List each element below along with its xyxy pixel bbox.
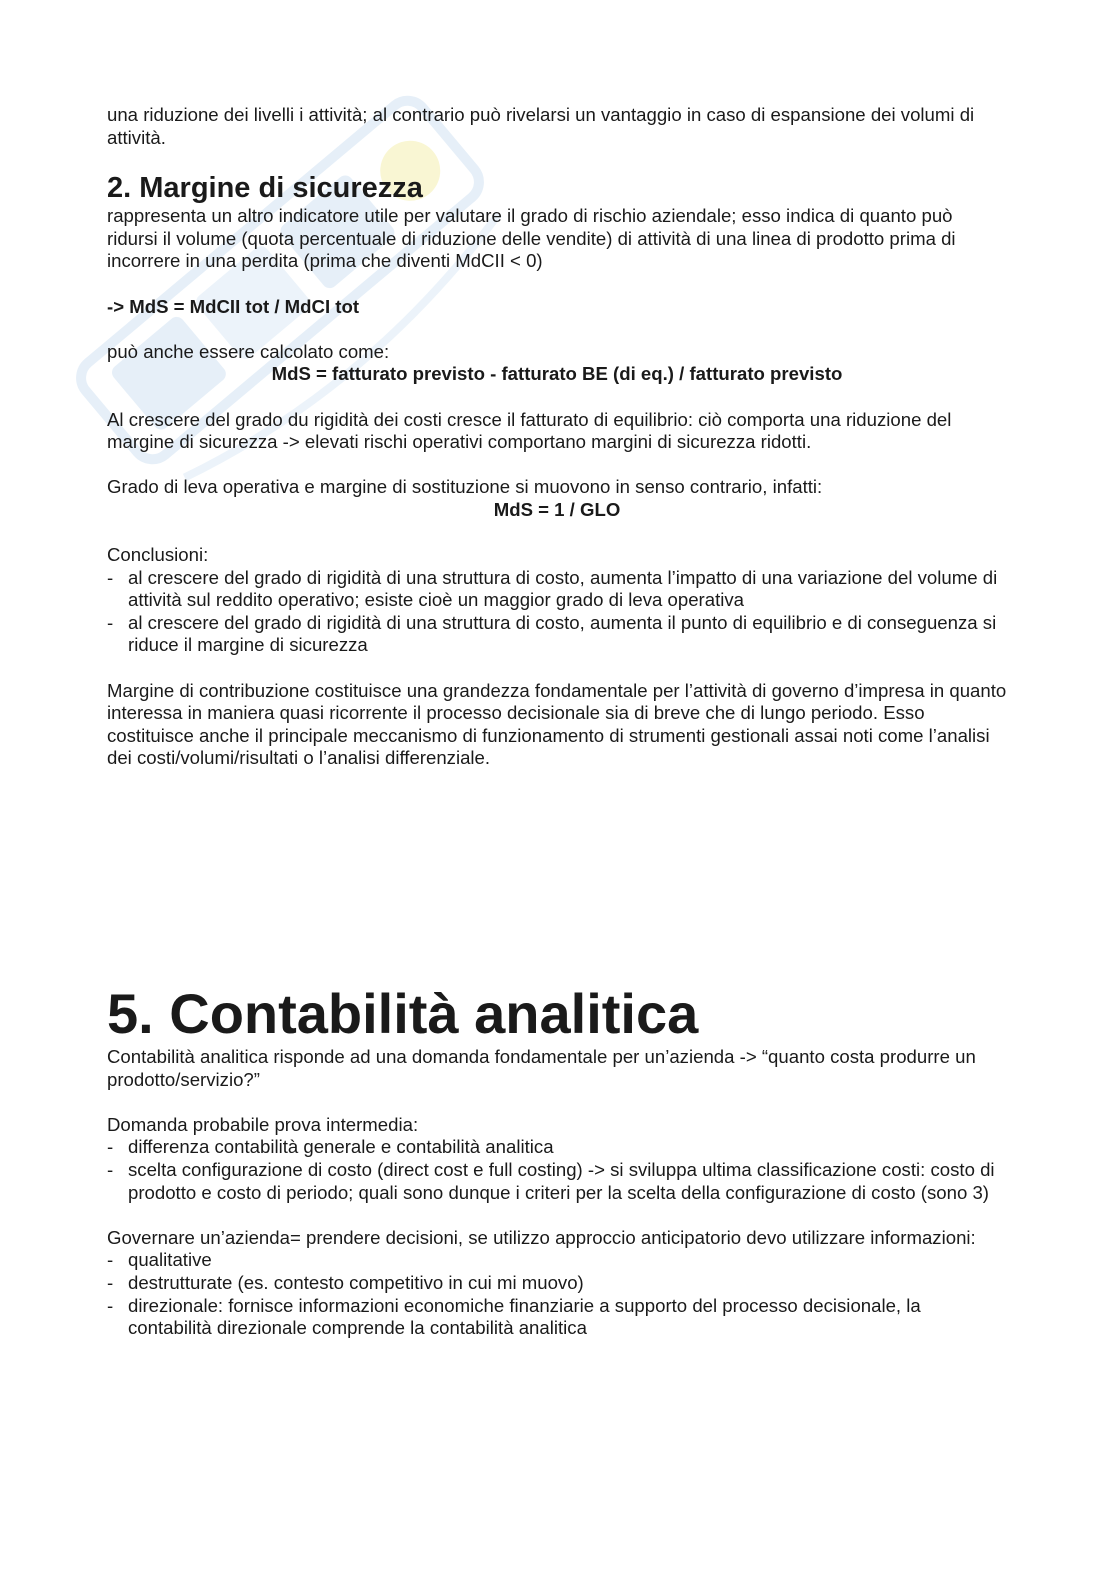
- alt-calc-intro: può anche essere calcolato come:: [107, 340, 390, 362]
- section-2-heading: 2. Margine di sicurezza: [107, 172, 423, 205]
- list-item: - differenza contabilità generale e contabilità analitica: [107, 1136, 1007, 1159]
- rigidity-paragraph: Al crescere del grado du rigidità dei costi cresce il fatturato di equilibrio: ciò comporta una riduzione del margine di sicurezza -> elevati rischi operativi comportano margini di sicurezza ridotti.: [107, 408, 952, 453]
- document-page: [107, 104, 1007, 1340]
- list-item: - qualitative: [107, 1249, 1007, 1272]
- exam-question-label: Domanda probabile prova intermedia:: [107, 1113, 419, 1135]
- list-item: - al crescere del grado di rigidità di una struttura di costo, aumenta il punto di equilibrio e di conseguenza si riduce il margine di sicurezza: [107, 612, 1007, 657]
- chapter-5-intro: Contabilità analitica risponde ad una domanda fondamentale per un’azienda -> “quanto costa produrre un prodotto/servizio?”: [107, 1046, 976, 1090]
- formula-mds-revenue: MdS = fatturato previsto - fatturato BE (di eq.) / fatturato previsto: [271, 363, 843, 385]
- list-item: - al crescere del grado di rigidità di una struttura di costo, aumenta l’impatto di una variazione del volume di attività sul reddito operativo; esiste cioè un maggior grado di leva operativa: [107, 567, 1007, 612]
- govern-paragraph: Governare un’azienda= prendere decisioni, se utilizzo approccio anticipatorio devo utilizzare informazioni:: [107, 1226, 976, 1248]
- intro-tail-paragraph: una riduzione dei livelli i attività; al contrario può rivelarsi un vantaggio in caso di espansione dei volumi di attività.: [107, 104, 975, 148]
- formula-mds-ratio: -> MdS = MdCII tot / MdCI tot: [107, 295, 360, 317]
- closing-paragraph: Margine di contribuzione costituisce una grandezza fondamentale per l’attività di governo d’impresa in quanto interessa in maniera quasi ricorrente il processo decisionale sia di breve che di lungo periodo. Esso costituisce anche il principale meccanismo di funzionamento di strumenti gestionali assai noti come l’analisi dei costi/volumi/risultati o l’analisi differenziale.: [107, 679, 1007, 769]
- info-types-list: [107, 1249, 1007, 1339]
- conclusions-label: Conclusioni:: [107, 544, 209, 566]
- list-item: - scelta configurazione di costo (direct cost e full costing) -> si sviluppa ultima classificazione costi: costo di prodotto e costo di periodo; quali sono dunque i criteri per la scelta della configurazione di costo (sono 3): [107, 1159, 1007, 1204]
- exam-question-list: [107, 1136, 1007, 1204]
- formula-mds-glo: MdS = 1 / GLO: [493, 498, 621, 520]
- leverage-paragraph: Grado di leva operativa e margine di sostituzione si muovono in senso contrario, infatti:: [107, 476, 823, 498]
- conclusions-list: [107, 567, 1007, 657]
- section-2-definition: rappresenta un altro indicatore utile per valutare il grado di rischio aziendale; esso indica di quanto può ridursi il volume (quota percentuale di riduzione delle vendite) di attività di una linea di prodotto prima di incorrere in una perdita (prima che diventi MdCII < 0): [107, 205, 956, 272]
- list-item: - destrutturate (es. contesto competitivo in cui mi muovo): [107, 1272, 1007, 1295]
- chapter-5-heading: 5. Contabilità analitica: [107, 982, 699, 1046]
- list-item: - direzionale: fornisce informazioni economiche finanziarie a supporto del processo decisionale, la contabilità direzionale comprende la contabilità analitica: [107, 1295, 1007, 1340]
